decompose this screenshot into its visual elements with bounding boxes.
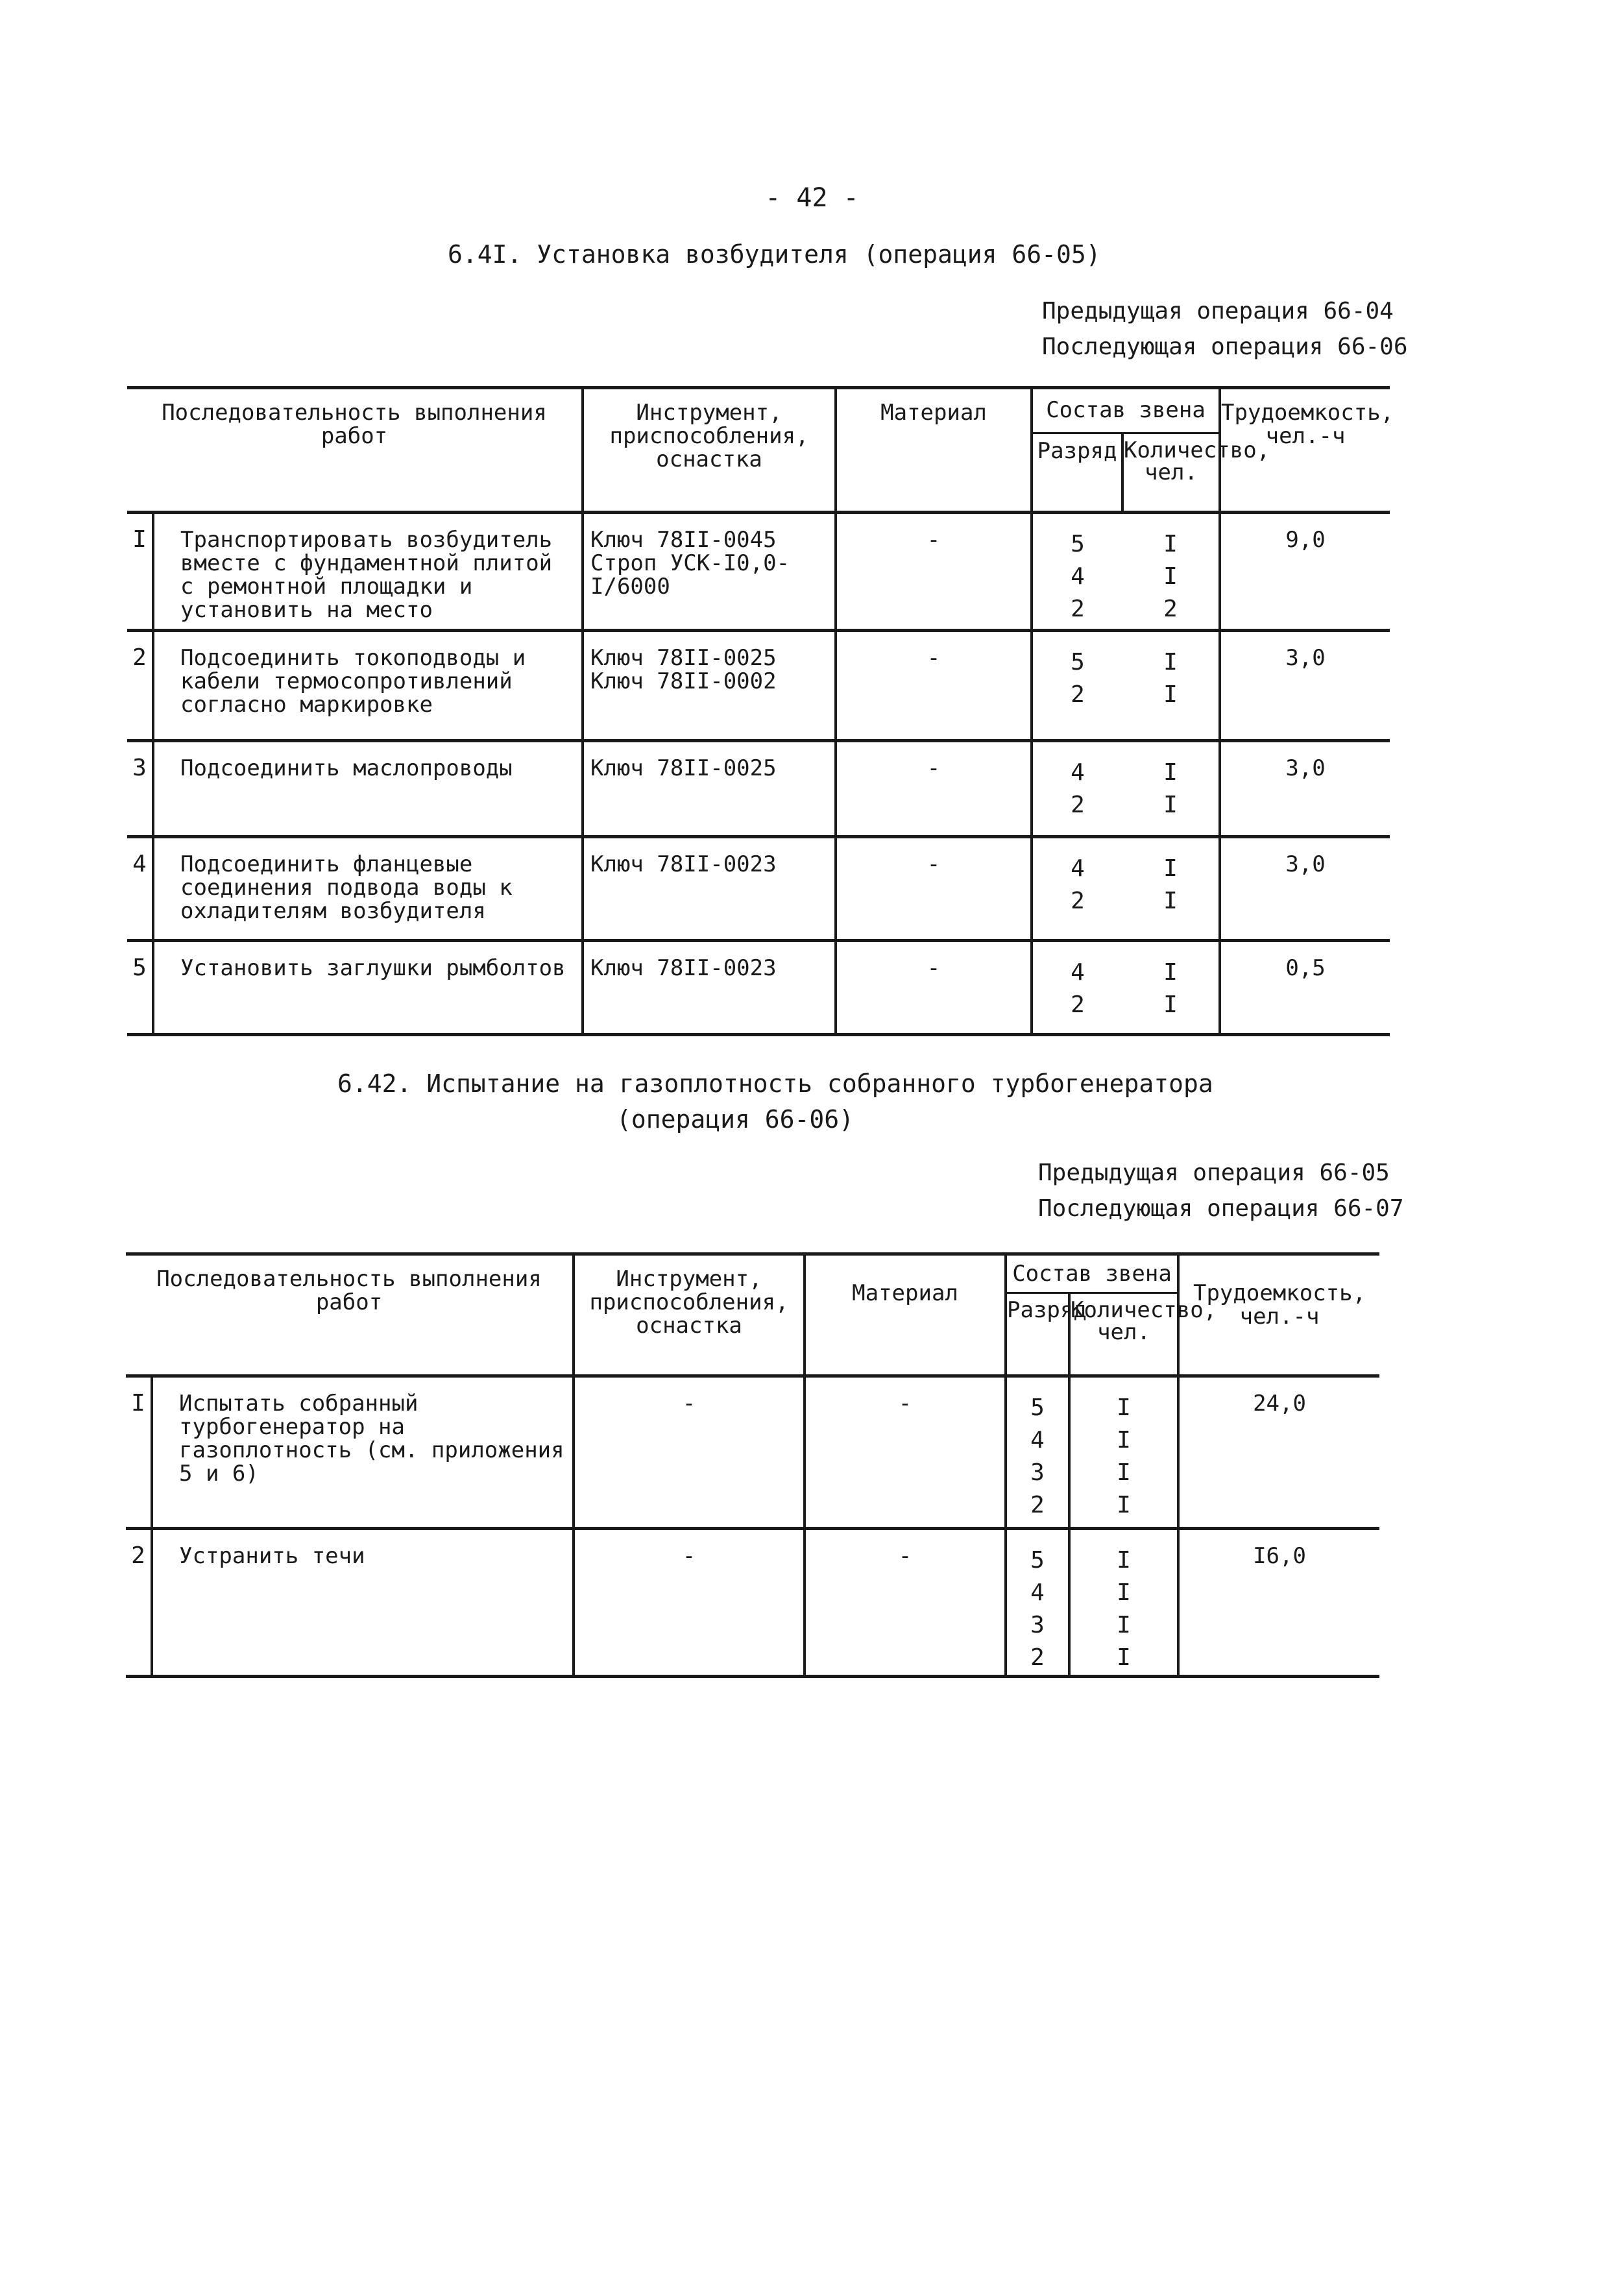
- row-counts: [1122, 513, 1220, 631]
- count-value: I: [1117, 1394, 1131, 1421]
- row-labor: 24,0: [1178, 1376, 1379, 1529]
- next-operation-2: Последующая операция 66-07: [1038, 1195, 1404, 1222]
- row-counts: [1069, 1376, 1178, 1529]
- next-operation-1: Последующая операция 66-06: [1042, 334, 1408, 360]
- row-tool: Ключ 78II-0045 Строп УСК-I0,0-I/6000: [583, 513, 836, 631]
- row-material: -: [805, 1529, 1006, 1677]
- grade-value: 4: [1030, 1427, 1045, 1453]
- row-grades: [1032, 837, 1122, 941]
- row-text: Подсоединить маслопроводы: [153, 741, 583, 837]
- grade-value: 4: [1071, 855, 1085, 882]
- grade-value: 5: [1030, 1394, 1045, 1421]
- section-title-6-42-operation: (операция 66-06): [616, 1105, 854, 1134]
- row-material: -: [836, 837, 1032, 941]
- row-tool: Ключ 78II-0025: [583, 741, 836, 837]
- table-row: [127, 741, 1390, 837]
- row-grades: [1032, 513, 1122, 631]
- grade-value: 2: [1030, 1492, 1045, 1518]
- header-tool: Инструмент, приспособления, оснастка: [583, 388, 836, 513]
- count-value: I: [1163, 855, 1178, 882]
- grade-value: 4: [1071, 563, 1085, 590]
- count-value: I: [1117, 1492, 1131, 1518]
- table-row: [127, 941, 1390, 1035]
- row-number: 3: [127, 741, 153, 837]
- table-row: [127, 837, 1390, 941]
- table-row: [126, 1376, 1379, 1529]
- count-value: I: [1163, 681, 1178, 708]
- count-value: I: [1163, 888, 1178, 914]
- section-title-6-41: 6.4I. Установка возбудителя (операция 66-05): [448, 240, 1101, 269]
- header-material: Материал: [836, 388, 1032, 513]
- row-labor: 3,0: [1220, 741, 1390, 837]
- row-text: Подсоединить токоподводы и кабели термосопротивлений согласно маркировке: [153, 631, 583, 741]
- row-counts: [1122, 941, 1220, 1035]
- grade-value: 3: [1030, 1612, 1045, 1638]
- operations-table-1: [127, 386, 1394, 1036]
- header-grade: Разряд: [1032, 433, 1122, 513]
- header-sequence: Последовательность выполнения работ: [126, 1254, 574, 1376]
- row-labor: 3,0: [1220, 631, 1390, 741]
- row-material: -: [836, 941, 1032, 1035]
- row-tool: -: [574, 1376, 805, 1529]
- count-value: I: [1117, 1644, 1131, 1671]
- row-number: 5: [127, 941, 153, 1035]
- grade-value: 2: [1071, 681, 1085, 708]
- count-value: I: [1117, 1612, 1131, 1638]
- header-crew: Состав звена: [1032, 388, 1220, 433]
- row-text: Транспортировать возбудитель вместе с фундаментной плитой с ремонтной площадки и установить на место: [153, 513, 583, 631]
- grade-value: 3: [1030, 1459, 1045, 1486]
- count-value: I: [1117, 1459, 1131, 1486]
- row-text: Испытать собранный турбогенератор на газоплотность (см. приложения 5 и 6): [152, 1376, 574, 1529]
- row-labor: 3,0: [1220, 837, 1390, 941]
- row-grades: [1032, 941, 1122, 1035]
- count-value: I: [1163, 563, 1178, 590]
- grade-value: 5: [1071, 649, 1085, 675]
- grade-value: 5: [1030, 1547, 1045, 1574]
- table-row: [127, 513, 1390, 631]
- row-tool: Ключ 78II-0023: [583, 837, 836, 941]
- header-grade: Разряд: [1006, 1293, 1069, 1376]
- grade-value: 4: [1030, 1579, 1045, 1606]
- count-value: I: [1163, 959, 1178, 986]
- header-count: Количество, чел.: [1122, 433, 1220, 513]
- previous-operation-2: Предыдущая операция 66-05: [1038, 1160, 1390, 1186]
- table-row: [126, 1529, 1379, 1677]
- grade-value: 2: [1071, 792, 1085, 818]
- row-number: I: [127, 513, 153, 631]
- count-value: I: [1163, 991, 1178, 1018]
- row-material: -: [836, 513, 1032, 631]
- row-grades: [1032, 631, 1122, 741]
- header-tool: Инструмент, приспособления, оснастка: [574, 1254, 805, 1376]
- row-text: Подсоединить фланцевые соединения подвода воды к охладителям возбудителя: [153, 837, 583, 941]
- header-labor: Трудоемкость, чел.-ч: [1220, 388, 1390, 513]
- count-value: I: [1117, 1579, 1131, 1606]
- row-grades: [1032, 741, 1122, 837]
- row-labor: I6,0: [1178, 1529, 1379, 1677]
- row-counts: [1122, 837, 1220, 941]
- count-value: I: [1163, 792, 1178, 818]
- row-tool: Ключ 78II-0023: [583, 941, 836, 1035]
- grade-value: 4: [1071, 759, 1085, 786]
- operations-table-2: [126, 1252, 1379, 1678]
- row-number: 2: [127, 631, 153, 741]
- count-value: I: [1163, 531, 1178, 557]
- row-tool: -: [574, 1529, 805, 1677]
- row-grades: [1006, 1529, 1069, 1677]
- row-counts: [1122, 741, 1220, 837]
- count-value: I: [1163, 759, 1178, 786]
- row-grades: [1006, 1376, 1069, 1529]
- header-material: Материал: [805, 1254, 1006, 1376]
- header-sequence: Последовательность выполнения работ: [127, 388, 583, 513]
- section-title-6-42: 6.42. Испытание на газоплотность собранного турбогенератора: [337, 1069, 1213, 1098]
- row-material: -: [836, 741, 1032, 837]
- grade-value: 2: [1071, 596, 1085, 622]
- row-tool: Ключ 78II-0025 Ключ 78II-0002: [583, 631, 836, 741]
- table-row: [127, 631, 1390, 741]
- count-value: I: [1163, 649, 1178, 675]
- count-value: I: [1117, 1427, 1131, 1453]
- row-number: 4: [127, 837, 153, 941]
- count-value: 2: [1163, 596, 1178, 622]
- row-text: Устранить течи: [152, 1529, 574, 1677]
- row-counts: [1069, 1529, 1178, 1677]
- row-number: 2: [126, 1529, 152, 1677]
- grade-value: 2: [1071, 888, 1085, 914]
- row-labor: 9,0: [1220, 513, 1390, 631]
- header-labor: Трудоемкость, чел.-ч: [1178, 1254, 1379, 1376]
- grade-value: 4: [1071, 959, 1085, 986]
- row-material: -: [836, 631, 1032, 741]
- grade-value: 2: [1030, 1644, 1045, 1671]
- count-value: I: [1117, 1547, 1131, 1574]
- grade-value: 5: [1071, 531, 1085, 557]
- grade-value: 2: [1071, 991, 1085, 1018]
- row-number: I: [126, 1376, 152, 1529]
- page-number: - 42 -: [765, 183, 859, 213]
- row-counts: [1122, 631, 1220, 741]
- previous-operation-1: Предыдущая операция 66-04: [1042, 298, 1394, 324]
- row-material: -: [805, 1376, 1006, 1529]
- header-count: Количество, чел.: [1069, 1293, 1178, 1376]
- row-text: Установить заглушки рымболтов: [153, 941, 583, 1035]
- header-crew: Состав звена: [1006, 1254, 1178, 1293]
- row-labor: 0,5: [1220, 941, 1390, 1035]
